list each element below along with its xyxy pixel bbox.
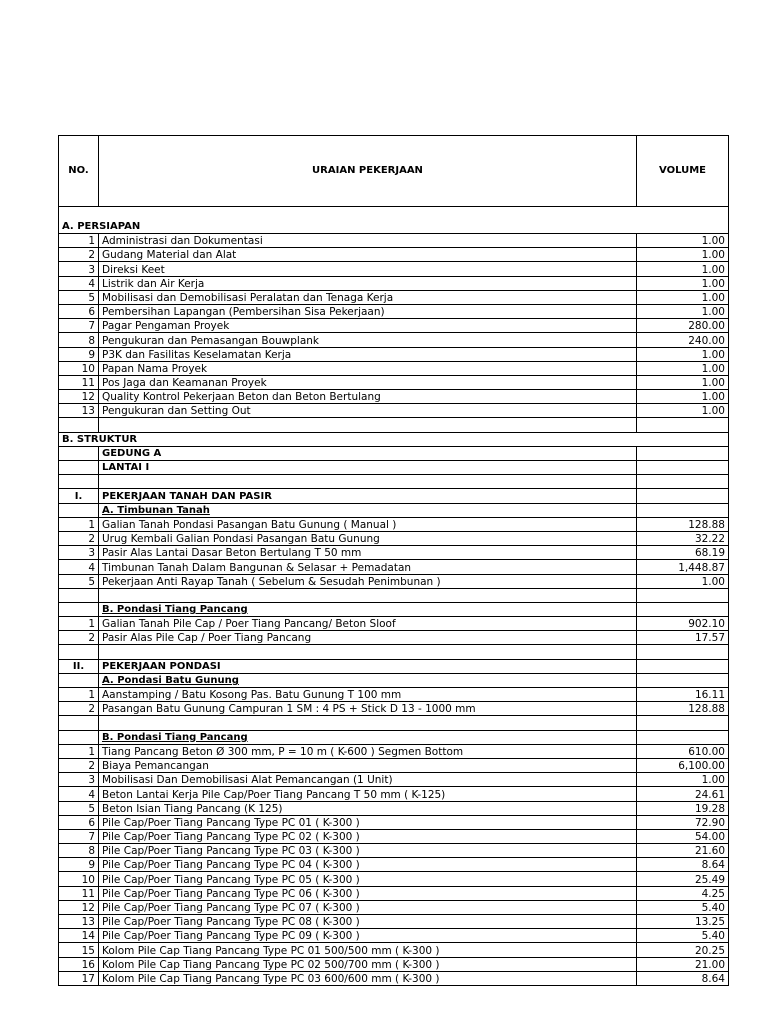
table-row [59,900,729,914]
item-description: Pengukuran dan Setting Out [99,404,637,418]
group-row [59,659,729,673]
item-number: 8 [59,333,99,347]
blank-row [59,475,729,489]
item-volume: 128.88 [637,702,729,716]
item-number: 11 [59,375,99,389]
table-row [59,872,729,886]
header-row [59,136,729,207]
group-row [59,489,729,503]
item-number: 14 [59,929,99,943]
item-description: Quality Kontrol Pekerjaan Beton dan Beton Bertulang [99,390,637,404]
subheading-title: B. Pondasi Tiang Pancang [99,602,637,616]
item-description: Urug Kembali Galian Pondasi Pasangan Batu Gunung [99,531,637,545]
description-cell [99,645,637,659]
item-volume: 1.00 [637,290,729,304]
section-row [59,432,729,446]
table-row [59,744,729,758]
item-description: Pile Cap/Poer Tiang Pancang Type PC 05 ( K-300 ) [99,872,637,886]
item-volume: 1.00 [637,574,729,588]
item-description: Pos Jaga dan Keamanan Proyek [99,375,637,389]
table-row [59,971,729,985]
item-description: Pagar Pengaman Proyek [99,319,637,333]
volume-cell [637,475,729,489]
item-description: Papan Nama Proyek [99,361,637,375]
item-volume: 1.00 [637,347,729,361]
table-row [59,531,729,545]
number-cell [59,730,99,744]
item-volume: 17.57 [637,631,729,645]
volume-cell [637,730,729,744]
item-number: 15 [59,943,99,957]
number-cell [59,446,99,460]
subheading-row [59,730,729,744]
item-description: Direksi Keet [99,262,637,276]
item-number: 13 [59,404,99,418]
item-number: 7 [59,319,99,333]
blank-row [59,588,729,602]
item-volume: 1.00 [637,276,729,290]
item-volume: 240.00 [637,333,729,347]
volume-cell [637,207,729,234]
group-title: PEKERJAAN TANAH DAN PASIR [99,489,637,503]
item-description: Pengukuran dan Pemasangan Bouwplank [99,333,637,347]
item-volume: 32.22 [637,531,729,545]
item-description: P3K dan Fasilitas Keselamatan Kerja [99,347,637,361]
item-description: Tiang Pancang Beton Ø 300 mm, P = 10 m ( K-600 ) Segmen Bottom [99,744,637,758]
item-volume: 68.19 [637,546,729,560]
item-description: Timbunan Tanah Dalam Bangunan & Selasar + Pemadatan [99,560,637,574]
item-description: Mobilisasi Dan Demobilisasi Alat Pemancangan (1 Unit) [99,773,637,787]
item-number: 1 [59,617,99,631]
item-volume: 54.00 [637,829,729,843]
item-number: 12 [59,900,99,914]
subheading-row [59,602,729,616]
group-number: I. [59,489,99,503]
subheading-title: B. Pondasi Tiang Pancang [99,730,637,744]
item-description: Pile Cap/Poer Tiang Pancang Type PC 02 ( K-300 ) [99,829,637,843]
number-cell [59,475,99,489]
heading-title: LANTAI I [99,461,637,475]
item-volume: 1.00 [637,304,729,318]
volume-cell [637,602,729,616]
volume-cell [637,432,729,446]
item-number: 10 [59,872,99,886]
item-description: Administrasi dan Dokumentasi [99,234,637,248]
item-description: Pile Cap/Poer Tiang Pancang Type PC 08 ( K-300 ) [99,915,637,929]
item-number: 10 [59,361,99,375]
table-row [59,957,729,971]
table-row [59,886,729,900]
item-number: 7 [59,829,99,843]
item-description: Pile Cap/Poer Tiang Pancang Type PC 07 ( K-300 ) [99,900,637,914]
item-volume: 1.00 [637,248,729,262]
item-number: 2 [59,758,99,772]
group-title: PEKERJAAN PONDASI [99,659,637,673]
item-description: Galian Tanah Pile Cap / Poer Tiang Pancang/ Beton Sloof [99,617,637,631]
item-description: Pile Cap/Poer Tiang Pancang Type PC 04 ( K-300 ) [99,858,637,872]
item-number: 3 [59,546,99,560]
item-volume: 1.00 [637,375,729,389]
item-number: 1 [59,688,99,702]
item-volume: 1.00 [637,361,729,375]
item-number: 1 [59,517,99,531]
table-row [59,276,729,290]
table-row [59,758,729,772]
item-description: Gudang Material dan Alat [99,248,637,262]
table-row [59,390,729,404]
item-description: Pile Cap/Poer Tiang Pancang Type PC 09 ( K-300 ) [99,929,637,943]
description-cell [99,475,637,489]
work-volume-table [58,135,729,986]
item-description: Pembersihan Lapangan (Pembersihan Sisa Pekerjaan) [99,304,637,318]
subheading-row [59,503,729,517]
header-no: NO. [59,136,99,207]
item-volume: 24.61 [637,787,729,801]
table-row [59,844,729,858]
item-volume: 280.00 [637,319,729,333]
item-volume: 1.00 [637,390,729,404]
table-row [59,375,729,389]
item-number: 5 [59,574,99,588]
item-number: 4 [59,560,99,574]
item-volume: 21.60 [637,844,729,858]
heading-title: GEDUNG A [99,446,637,460]
item-volume: 4.25 [637,886,729,900]
section-title: A. PERSIAPAN [59,207,637,234]
item-volume: 8.64 [637,971,729,985]
number-cell [59,602,99,616]
table-row [59,304,729,318]
item-description: Pasangan Batu Gunung Campuran 1 SM : 4 PS + Stick D 13 - 1000 mm [99,702,637,716]
item-description: Aanstamping / Batu Kosong Pas. Batu Gunung T 100 mm [99,688,637,702]
blank-row [59,418,729,432]
table-row [59,829,729,843]
item-number: 5 [59,801,99,815]
table-row [59,815,729,829]
description-cell [99,418,637,432]
subheading-title: A. Pondasi Batu Gunung [99,673,637,687]
item-number: 9 [59,347,99,361]
heading-row [59,446,729,460]
item-description: Beton Lantai Kerja Pile Cap/Poer Tiang Pancang T 50 mm ( K-125) [99,787,637,801]
item-description: Pile Cap/Poer Tiang Pancang Type PC 03 ( K-300 ) [99,844,637,858]
table-row [59,361,729,375]
heading-row [59,461,729,475]
number-cell [59,588,99,602]
item-number: 2 [59,248,99,262]
item-number: 11 [59,886,99,900]
item-number: 1 [59,744,99,758]
volume-cell [637,659,729,673]
item-number: 13 [59,915,99,929]
item-description: Pasir Alas Pile Cap / Poer Tiang Pancang [99,631,637,645]
item-description: Mobilisasi dan Demobilisasi Peralatan dan Tenaga Kerja [99,290,637,304]
table-row [59,546,729,560]
item-description: Pekerjaan Anti Rayap Tanah ( Sebelum & Sesudah Penimbunan ) [99,574,637,588]
item-description: Galian Tanah Pondasi Pasangan Batu Gunung ( Manual ) [99,517,637,531]
number-cell [59,461,99,475]
table-row [59,943,729,957]
table-row [59,517,729,531]
table-row [59,574,729,588]
item-description: Pile Cap/Poer Tiang Pancang Type PC 01 ( K-300 ) [99,815,637,829]
item-number: 4 [59,276,99,290]
subheading-row [59,673,729,687]
item-description: Biaya Pemancangan [99,758,637,772]
item-number: 1 [59,234,99,248]
table-row [59,560,729,574]
item-number: 12 [59,390,99,404]
volume-cell [637,503,729,517]
item-number: 4 [59,787,99,801]
group-number: II. [59,659,99,673]
table-row [59,262,729,276]
number-cell [59,645,99,659]
number-cell [59,418,99,432]
table-row [59,773,729,787]
item-number: 3 [59,262,99,276]
item-volume: 13.25 [637,915,729,929]
number-cell [59,716,99,730]
item-volume: 1.00 [637,234,729,248]
item-description: Kolom Pile Cap Tiang Pancang Type PC 02 500/700 mm ( K-300 ) [99,957,637,971]
subheading-title: A. Timbunan Tanah [99,503,637,517]
item-number: 3 [59,773,99,787]
item-volume: 5.40 [637,900,729,914]
volume-cell [637,461,729,475]
description-cell [99,588,637,602]
item-description: Listrik dan Air Kerja [99,276,637,290]
item-number: 2 [59,631,99,645]
item-number: 6 [59,304,99,318]
item-volume: 20.25 [637,943,729,957]
item-number: 17 [59,971,99,985]
volume-cell [637,716,729,730]
item-volume: 19.28 [637,801,729,815]
item-number: 5 [59,290,99,304]
volume-cell [637,489,729,503]
table-row [59,404,729,418]
item-number: 2 [59,702,99,716]
item-volume: 25.49 [637,872,729,886]
item-volume: 902.10 [637,617,729,631]
table-row [59,801,729,815]
table-row [59,319,729,333]
header-volume: VOLUME [637,136,729,207]
item-number: 16 [59,957,99,971]
table-row [59,915,729,929]
number-cell [59,503,99,517]
item-description: Pile Cap/Poer Tiang Pancang Type PC 06 ( K-300 ) [99,886,637,900]
item-number: 9 [59,858,99,872]
number-cell [59,673,99,687]
item-volume: 1.00 [637,262,729,276]
description-cell [99,716,637,730]
blank-row [59,716,729,730]
item-number: 6 [59,815,99,829]
volume-cell [637,673,729,687]
table-row [59,787,729,801]
item-volume: 128.88 [637,517,729,531]
volume-cell [637,645,729,659]
item-description: Kolom Pile Cap Tiang Pancang Type PC 03 600/600 mm ( K-300 ) [99,971,637,985]
item-volume: 1,448.87 [637,560,729,574]
header-description: URAIAN PEKERJAAN [99,136,637,207]
table-row [59,347,729,361]
table-row [59,631,729,645]
table-row [59,290,729,304]
table-row [59,234,729,248]
item-number: 8 [59,844,99,858]
item-description: Beton Isian Tiang Pancang (K 125) [99,801,637,815]
item-volume: 21.00 [637,957,729,971]
table-row [59,688,729,702]
item-volume: 72.90 [637,815,729,829]
volume-cell [637,588,729,602]
item-volume: 610.00 [637,744,729,758]
section-row [59,207,729,234]
volume-cell [637,446,729,460]
table-row [59,929,729,943]
table-row [59,858,729,872]
blank-row [59,645,729,659]
table-row [59,702,729,716]
section-title: B. STRUKTUR [59,432,637,446]
item-number: 2 [59,531,99,545]
table-row [59,617,729,631]
item-volume: 6,100.00 [637,758,729,772]
item-volume: 1.00 [637,773,729,787]
item-volume: 16.11 [637,688,729,702]
item-volume: 1.00 [637,404,729,418]
item-description: Kolom Pile Cap Tiang Pancang Type PC 01 500/500 mm ( K-300 ) [99,943,637,957]
table-body [59,136,729,986]
volume-cell [637,418,729,432]
item-volume: 5.40 [637,929,729,943]
item-description: Pasir Alas Lantai Dasar Beton Bertulang T 50 mm [99,546,637,560]
item-volume: 8.64 [637,858,729,872]
table-row [59,248,729,262]
table-row [59,333,729,347]
